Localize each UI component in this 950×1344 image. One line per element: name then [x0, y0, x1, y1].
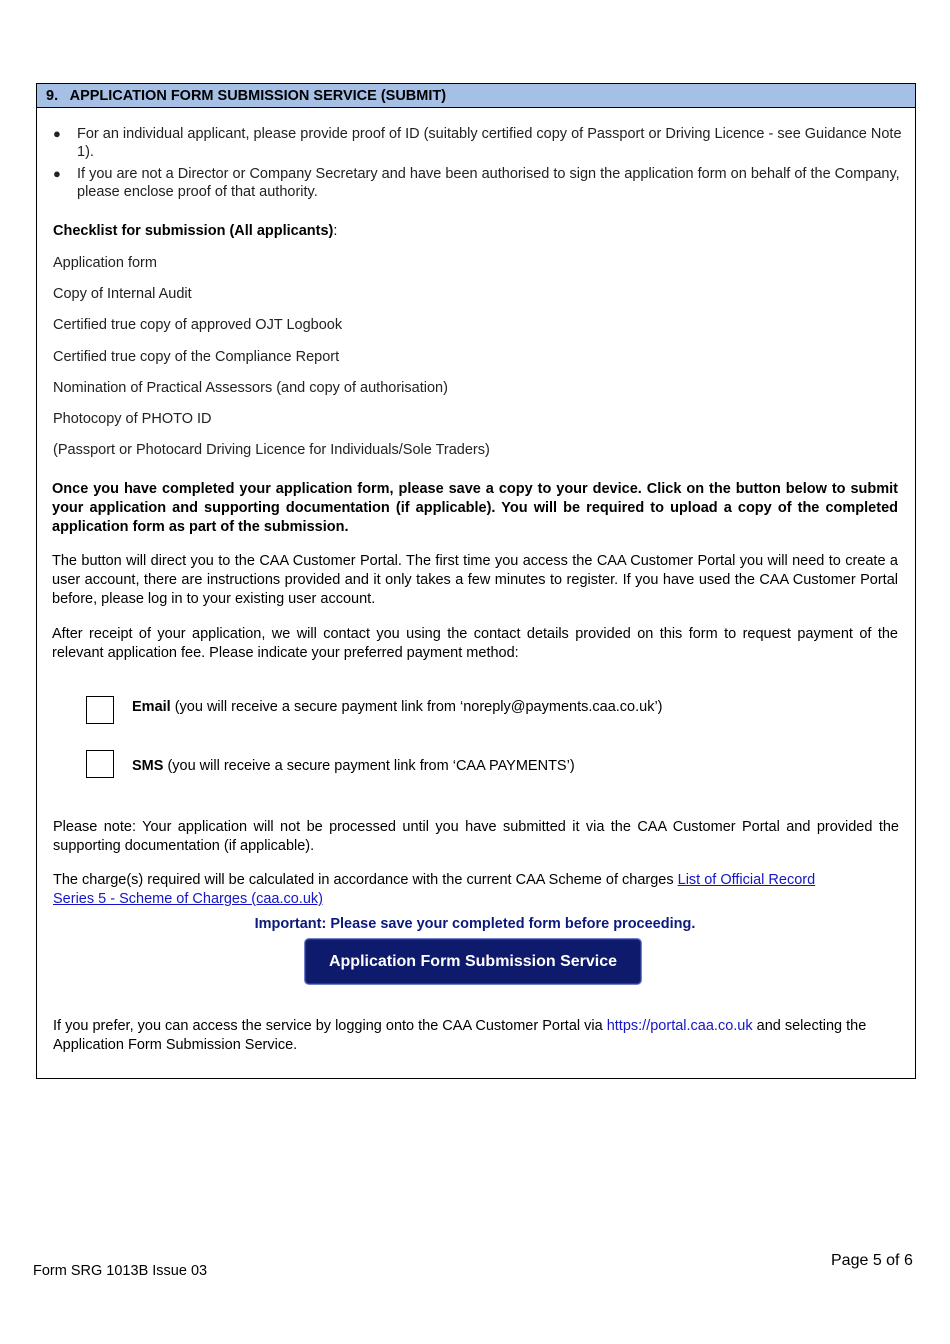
- sms-checkbox[interactable]: [86, 750, 114, 778]
- scheme-of-charges-link-cont[interactable]: Series 5 - Scheme of: [53, 891, 189, 907]
- submission-instructions: Once you have completed your application form, please save a copy to your device. Click on the button below to submit your application and supporting documentation (if applicable). You will be required to upload a copy of the completed application form as part of the submission.: [52, 481, 898, 535]
- processing-note: Please note: Your application will not be processed until you have submitted it via the CAA Customer Portal and provided the supporting documentation (if applicable).: [53, 819, 899, 854]
- portal-info: The button will direct you to the CAA Customer Portal. The first time you access the CAA Customer Portal you will need to create a user account, there are instructions provided and it only takes a few minutes to register. If you have used the CAA Customer Portal before, please log in to your existing user account.: [52, 553, 898, 607]
- alternative-access-note: If you prefer, you can access the service by logging onto the CAA Customer Portal via https://portal.caa.co.uk and selecting the Application Form Submission Service.: [53, 1018, 867, 1053]
- section-number: 9.: [46, 88, 59, 104]
- portal-link[interactable]: https://portal.caa.co.uk: [606, 1018, 753, 1034]
- checklist-item: Certified true copy of the Compliance Report: [53, 349, 340, 365]
- bullet-icon: ●: [53, 166, 61, 181]
- list-item: [52, 165, 902, 201]
- form-id: Form SRG 1013B Issue 03: [33, 1263, 208, 1279]
- list-item: [52, 125, 902, 161]
- application-form-submission-button[interactable]: Application Form Submission Service: [304, 938, 642, 985]
- checklist-item: (Passport or Photocard Driving Licence for Individuals/Sole Traders): [53, 442, 490, 458]
- requirements-list: [52, 125, 902, 205]
- page-number: Page 5 of 6: [831, 1252, 913, 1269]
- email-option-label: Email (you will receive a secure payment link from ‘noreply@payments.caa.co.uk’): [132, 699, 663, 715]
- payment-info: After receipt of your application, we will contact you using the contact details provided on this form to request payment of the relevant application fee. Please indicate your preferred payment method:: [52, 626, 898, 661]
- section-header: [37, 84, 915, 108]
- checklist-item: Application form: [53, 255, 157, 271]
- scheme-of-charges-link[interactable]: List of Official Record: [677, 872, 816, 888]
- section-title: APPLICATION FORM SUBMISSION SERVICE (SUBMIT): [69, 88, 447, 104]
- bullet-icon: ●: [53, 126, 61, 141]
- checklist-item: Nomination of Practical Assessors (and copy of authorisation): [53, 380, 448, 396]
- important-notice: Important: Please save your completed form before proceeding.: [254, 916, 696, 932]
- scheme-of-charges-link-tail[interactable]: Charges (caa.co.uk): [188, 891, 323, 907]
- checklist-item: Photocopy of PHOTO ID: [53, 411, 212, 427]
- bullet-text: For an individual applicant, please provide proof of ID (suitably certified copy of Passport or Driving Licence - see Guidance Note 1).: [77, 126, 902, 160]
- sms-option-label: SMS (you will receive a secure payment link from ‘CAA PAYMENTS’): [132, 758, 575, 774]
- charges-note: The charge(s) required will be calculated in accordance with the current CAA Scheme of charges List of Official Record Series 5 - Scheme of Charges (caa.co.uk): [53, 872, 816, 907]
- checklist-item: Certified true copy of approved OJT Logbook: [53, 317, 343, 333]
- section-9: [36, 83, 916, 1079]
- checklist-item: Copy of Internal Audit: [53, 286, 192, 302]
- email-checkbox[interactable]: [86, 696, 114, 724]
- bullet-text: If you are not a Director or Company Secretary and have been authorised to sign the application form on behalf of the Company, please enclose proof of that authority.: [77, 166, 900, 200]
- checklist-title: Checklist for submission (All applicants):: [53, 223, 338, 239]
